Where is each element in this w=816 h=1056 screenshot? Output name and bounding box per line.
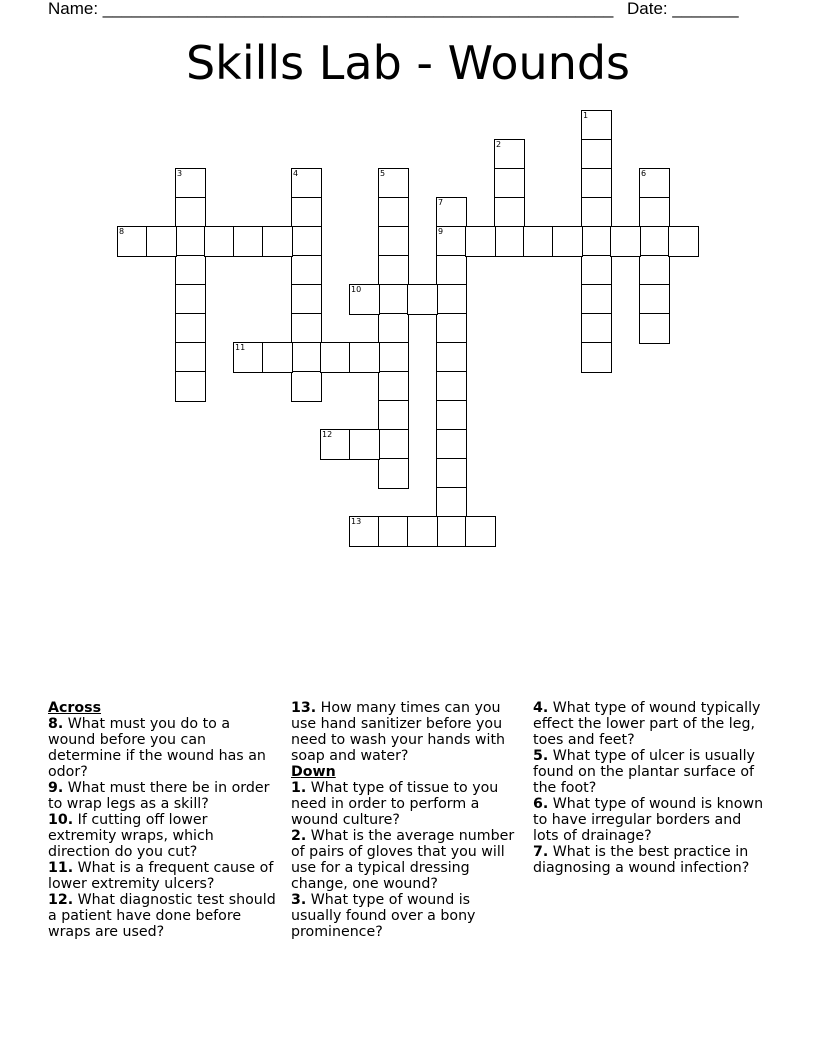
grid-cell[interactable] xyxy=(668,226,699,257)
grid-cell[interactable] xyxy=(639,255,670,286)
grid-cell[interactable] xyxy=(639,168,670,199)
grid-cell[interactable] xyxy=(436,516,467,547)
clue-number: 13 xyxy=(351,517,362,526)
grid-cell[interactable] xyxy=(349,516,380,547)
grid-cell[interactable] xyxy=(378,284,409,315)
grid-cell[interactable] xyxy=(581,110,612,141)
name-field[interactable]: Name: ______________________________________________________ xyxy=(48,0,614,18)
grid-cell[interactable] xyxy=(378,400,409,431)
grid-cell[interactable] xyxy=(494,139,525,170)
grid-cell[interactable] xyxy=(436,487,467,518)
grid-cell[interactable] xyxy=(349,284,380,315)
clue-across-8: 8. What must you do to a wound before you can determine if the wound has an odor? xyxy=(48,716,266,780)
grid-cell[interactable] xyxy=(175,197,206,228)
grid-cell[interactable] xyxy=(436,400,467,431)
clue-number: 4 xyxy=(293,169,299,178)
clue-down-5: 5. What type of ulcer is usually found on the plantar surface of the foot? xyxy=(533,748,755,796)
grid-cell[interactable] xyxy=(494,168,525,199)
grid-cell[interactable] xyxy=(436,429,467,460)
grid-cell[interactable] xyxy=(407,284,438,315)
grid-cell[interactable] xyxy=(117,226,148,257)
grid-cell[interactable] xyxy=(291,226,322,257)
grid-cell[interactable] xyxy=(639,226,670,257)
grid-cell[interactable] xyxy=(320,429,351,460)
grid-cell[interactable] xyxy=(494,197,525,228)
grid-cell[interactable] xyxy=(581,342,612,373)
grid-cell[interactable] xyxy=(581,168,612,199)
clue-number: 12 xyxy=(322,430,333,439)
grid-cell[interactable] xyxy=(581,284,612,315)
grid-cell[interactable] xyxy=(378,226,409,257)
clue-down-7: 7. What is the best practice in diagnosing a wound infection? xyxy=(533,844,750,876)
grid-cell[interactable] xyxy=(523,226,554,257)
grid-cell[interactable] xyxy=(378,255,409,286)
grid-cell[interactable] xyxy=(436,371,467,402)
grid-cell[interactable] xyxy=(175,313,206,344)
grid-cell[interactable] xyxy=(175,342,206,373)
grid-cell[interactable] xyxy=(436,342,467,373)
grid-cell[interactable] xyxy=(262,342,293,373)
grid-cell[interactable] xyxy=(378,342,409,373)
grid-cell[interactable] xyxy=(465,516,496,547)
clue-number: 6 xyxy=(641,169,647,178)
clue-number: 3 xyxy=(177,169,183,178)
clue-number: 2 xyxy=(496,140,502,149)
grid-cell[interactable] xyxy=(436,458,467,489)
grid-cell[interactable] xyxy=(581,313,612,344)
grid-cell[interactable] xyxy=(436,313,467,344)
grid-cell[interactable] xyxy=(581,226,612,257)
grid-cell[interactable] xyxy=(436,255,467,286)
clue-across-10: 10. If cutting off lower extremity wraps, which direction do you cut? xyxy=(48,812,214,860)
clue-number: 9 xyxy=(438,227,444,236)
clue-across-12: 12. What diagnostic test should a patient have done before wraps are used? xyxy=(48,892,276,940)
grid-cell[interactable] xyxy=(378,197,409,228)
clue-across-9: 9. What must there be in order to wrap legs as a skill? xyxy=(48,780,270,812)
grid-cell[interactable] xyxy=(581,139,612,170)
clue-number: 5 xyxy=(380,169,386,178)
grid-cell[interactable] xyxy=(407,516,438,547)
grid-cell[interactable] xyxy=(639,313,670,344)
grid-cell[interactable] xyxy=(378,516,409,547)
grid-cell[interactable] xyxy=(291,255,322,286)
grid-cell[interactable] xyxy=(262,226,293,257)
clue-down-1: 1. What type of tissue to you need in order to perform a wound culture? xyxy=(291,780,499,828)
grid-cell[interactable] xyxy=(175,255,206,286)
grid-cell[interactable] xyxy=(233,226,264,257)
grid-cell[interactable] xyxy=(175,371,206,402)
grid-cell[interactable] xyxy=(291,371,322,402)
grid-cell[interactable] xyxy=(436,197,467,228)
clue-down-2: 2. What is the average number of pairs of gloves that you will use for a typical dressing change, one wound? xyxy=(291,828,515,892)
page-title: Skills Lab - Wounds xyxy=(185,36,631,90)
down-heading: Down xyxy=(291,764,336,780)
date-field[interactable]: Date: _______ xyxy=(627,0,739,18)
grid-cell[interactable] xyxy=(291,168,322,199)
grid-cell[interactable] xyxy=(233,342,264,373)
grid-cell[interactable] xyxy=(320,342,351,373)
grid-cell[interactable] xyxy=(378,429,409,460)
grid-cell[interactable] xyxy=(494,226,525,257)
grid-cell[interactable] xyxy=(552,226,583,257)
clues-column-2 xyxy=(291,700,516,940)
clue-number: 1 xyxy=(583,111,589,120)
grid-cell[interactable] xyxy=(610,226,641,257)
grid-cell[interactable] xyxy=(291,284,322,315)
clue-down-6: 6. What type of wound is known to have irregular borders and lots of drainage? xyxy=(533,796,764,844)
clue-across-11: 11. What is a frequent cause of lower extremity ulcers? xyxy=(48,860,274,892)
grid-cell[interactable] xyxy=(581,197,612,228)
grid-cell[interactable] xyxy=(175,226,206,257)
clue-across-13: 13. How many times can you use hand sanitizer before you need to wash your hands with soap and water? xyxy=(291,700,506,764)
grid-cell[interactable] xyxy=(175,284,206,315)
grid-cell[interactable] xyxy=(146,226,177,257)
grid-cell[interactable] xyxy=(291,197,322,228)
grid-cell[interactable] xyxy=(378,458,409,489)
clue-down-3: 3. What type of wound is usually found over a bony prominence? xyxy=(291,892,476,940)
clue-number: 7 xyxy=(438,198,444,207)
grid-cell[interactable] xyxy=(291,313,322,344)
grid-cell[interactable] xyxy=(436,226,467,257)
grid-cell[interactable] xyxy=(436,284,467,315)
clues-column-3 xyxy=(533,700,771,876)
clue-down-4: 4. What type of wound typically effect the lower part of the leg, toes and feet? xyxy=(533,700,761,748)
grid-cell[interactable] xyxy=(378,313,409,344)
grid-cell[interactable] xyxy=(204,226,235,257)
clue-number: 11 xyxy=(235,343,246,352)
clue-number: 10 xyxy=(351,285,362,294)
grid-cell[interactable] xyxy=(581,255,612,286)
grid-cell[interactable] xyxy=(349,429,380,460)
grid-cell[interactable] xyxy=(378,168,409,199)
grid-cell[interactable] xyxy=(639,284,670,315)
grid-cell[interactable] xyxy=(291,342,322,373)
grid-cell[interactable] xyxy=(639,197,670,228)
clues-column-1 xyxy=(48,700,280,940)
clue-number: 8 xyxy=(119,227,125,236)
across-heading: Across xyxy=(48,700,102,716)
grid-cell[interactable] xyxy=(378,371,409,402)
grid-cell[interactable] xyxy=(175,168,206,199)
grid-cell[interactable] xyxy=(465,226,496,257)
grid-cell[interactable] xyxy=(349,342,380,373)
